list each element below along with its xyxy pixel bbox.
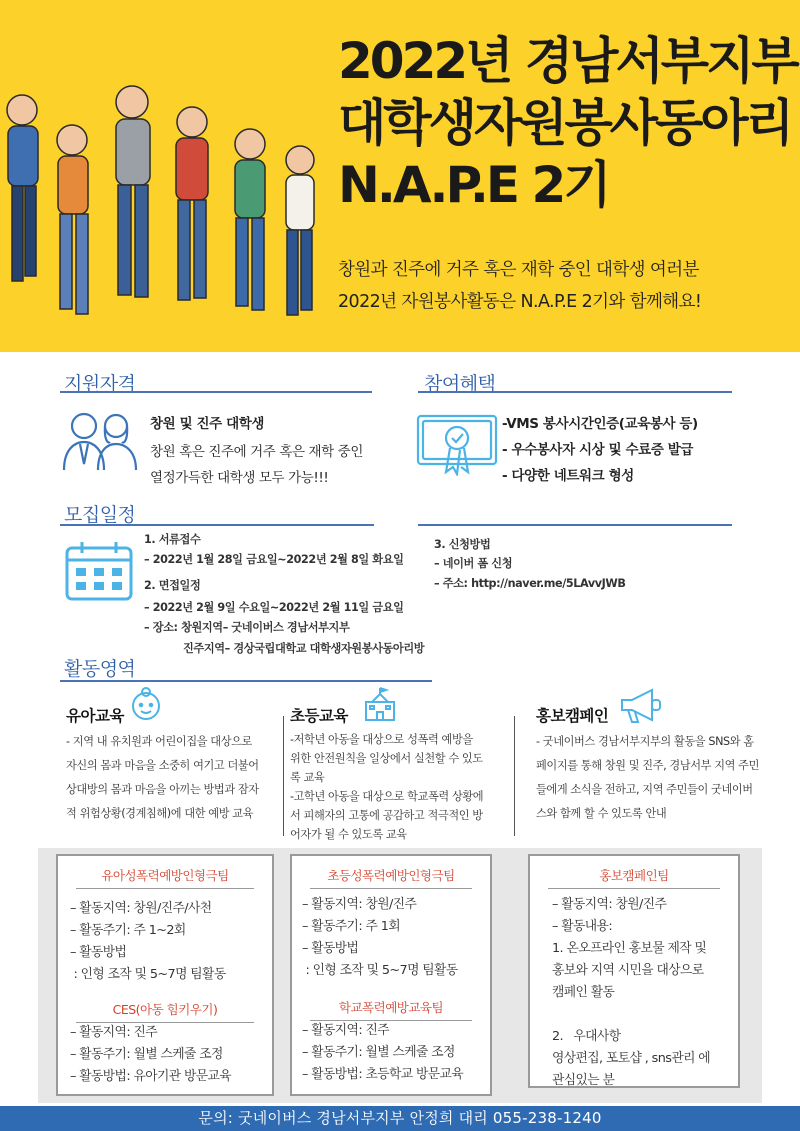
schedule-step-2-place-2: 진주지역– 경상국립대학교 대학생자원봉사동아리방 [183,642,425,655]
activity-early-childhood-title: 유아교육 [66,707,124,725]
desc-line: 스와 함께 할 수 있도록 안내 [536,807,667,820]
benefit-line-3: - 다양한 네트워크 형성 [502,468,634,484]
team-body-school-violence: – 활동지역: 진주 – 활동주기: 월별 스케줄 조정 – 활동방법: 초등학교 방문교육 [302,1023,464,1082]
activity-early-childhood-desc [66,730,259,826]
title-line-2: 대학생자원봉사동아리 [338,94,791,152]
activity-elementary-title: 초등교육 [290,707,348,725]
school-building-icon [362,686,398,722]
schedule-step-3-title: 3. 신청방법 [434,538,491,551]
benefit-line-1: -VMS 봉사시간인증(교육봉사 등) [502,416,698,432]
schedule-step-3-address: – 주소: http://naver.me/5LAvvJWB [434,577,626,590]
poster-title [338,30,797,216]
eligibility-line-2: 창원 혹은 진주에 거주 혹은 재학 중인 [150,444,363,460]
team-body-puppet-early: – 활동지역: 창원/진주/사천 – 활동주기: 주 1~2회 – 활동방법 : 인형 조작 및 5~7명 팀활동 [70,901,226,982]
team-title-underline [76,888,254,889]
activities-heading: 활동영역 [64,658,136,680]
title-line-3: N.A.P.E 2기 [338,156,609,214]
eligibility-line-3: 열정가득한 대학생 모두 가능!!! [150,470,329,486]
team-title-ces: CES(아동 힘키우기) [112,1002,218,1017]
schedule-step-1-title: 1. 서류접수 [144,533,201,546]
benefit-line-2: - 우수봉사자 시상 및 수료증 발급 [502,442,694,458]
team-title-puppet-elementary: 초등성폭력예방인형극팀 [327,868,455,883]
desc-line: 록 교육 [290,771,325,784]
schedule-step-2-date: – 2022년 2월 9일 수요일~2022년 2월 11일 금요일 [144,601,404,614]
team-body-puppet-elementary: – 활동지역: 창원/진주 – 활동주기: 주 1회 – 활동방법 : 인형 조작 및 5~7명 팀활동 [302,897,458,978]
schedule-step-3-method: – 네이버 폼 신청 [434,557,513,570]
eligibility-underline [60,391,372,393]
schedule-heading: 모집일정 [64,504,136,526]
team-box-early-childhood [56,854,274,1096]
team-title-underline [548,888,720,889]
divider-2 [514,716,515,836]
team-box-elementary [290,854,492,1096]
desc-line: 어자가 될 수 있도록 교육 [290,828,407,841]
desc-line: -저학년 아동을 대상으로 성폭력 예방을 [290,733,473,746]
activity-campaign-desc [536,730,759,826]
contact-footer: 문의: 굿네이버스 경남서부지부 안정희 대리 055-238-1240 [0,1106,800,1131]
benefits-underline [418,391,732,393]
schedule-underline-right [418,524,732,526]
desc-line: -고학년 아동을 대상으로 학교폭력 상황에 [290,790,484,803]
subtitle-line-2: 2022년 자원봉사활동은 N.A.P.E 2기와 함께해요! [338,292,702,312]
team-box-campaign [528,854,740,1088]
schedule-underline [60,524,374,526]
desc-line: 위한 안전원칙을 일상에서 실천할 수 있도 [290,752,483,765]
title-line-1: 2022년 경남서부지부 [338,32,797,90]
team-title-puppet-early: 유아성폭력예방인형극팀 [101,868,229,883]
subtitle-line-1: 창원과 진주에 거주 혹은 재학 중인 대학생 여러분 [338,260,699,280]
activity-elementary-desc [290,730,483,844]
activities-underline [60,680,432,682]
benefits-heading: 참여혜택 [424,373,496,395]
desc-line: 들에게 소식을 전하고, 지역 주민들이 굿네이버 [536,783,753,796]
desc-line: 페이지를 통해 창원 및 진주, 경남서부 지역 주민 [536,759,759,772]
child-face-icon [128,686,164,722]
desc-line: - 지역 내 유치원과 어린이집을 대상으로 [66,735,252,748]
desc-line: - 굿네이버스 경남서부지부의 활동을 SNS와 홈 [536,735,754,748]
desc-line: 자신의 몸과 마음을 소중히 여기고 더불어 [66,759,259,772]
calendar-icon [64,540,134,602]
certificate-icon [416,412,500,476]
team-body-ces: – 활동지역: 진주 – 활동주기: 월별 스케줄 조정 – 활동방법: 유아기관 방문교육 [70,1025,232,1084]
schedule-step-2-place-1: – 장소: 창원지역– 굿네이버스 경남서부지부 [144,621,350,634]
poster-subtitle [338,254,701,318]
divider-1 [283,716,284,836]
hero-banner [0,0,800,352]
team-title-underline [310,888,472,889]
team-title-school-violence: 학교폭력예방교육팀 [338,1000,444,1015]
megaphone-icon [618,686,664,726]
team-title-campaign: 홍보캠페인팀 [599,868,669,883]
students-icon [60,404,140,472]
desc-line: 적 위험상황(경계침해)에 대한 예방 교육 [66,807,254,820]
schedule-step-2-title: 2. 면접일정 [144,579,201,592]
eligibility-line-1: 창원 및 진주 대학생 [150,416,265,432]
jumping-students-illustration [0,40,330,350]
activity-campaign-title: 홍보캠페인 [536,707,609,725]
desc-line: 상대방의 몸과 마음을 아끼는 방법과 잠자 [66,783,259,796]
eligibility-heading: 지원자격 [64,373,136,395]
desc-line: 서 피해자의 고통에 공감하고 적극적인 방 [290,809,483,822]
team-body-campaign: – 활동지역: 창원/진주 – 활동내용: 1. 온오프라인 홍보물 제작 및 홍보와 지역 시민을 대상으로 캠페인 활동 2. 우대사항 영상편집, 포토샵 , sns관리 에 관심있는 분 [552,897,711,1088]
schedule-step-1-date: – 2022년 1월 28일 금요일~2022년 2월 8일 화요일 [144,553,404,566]
